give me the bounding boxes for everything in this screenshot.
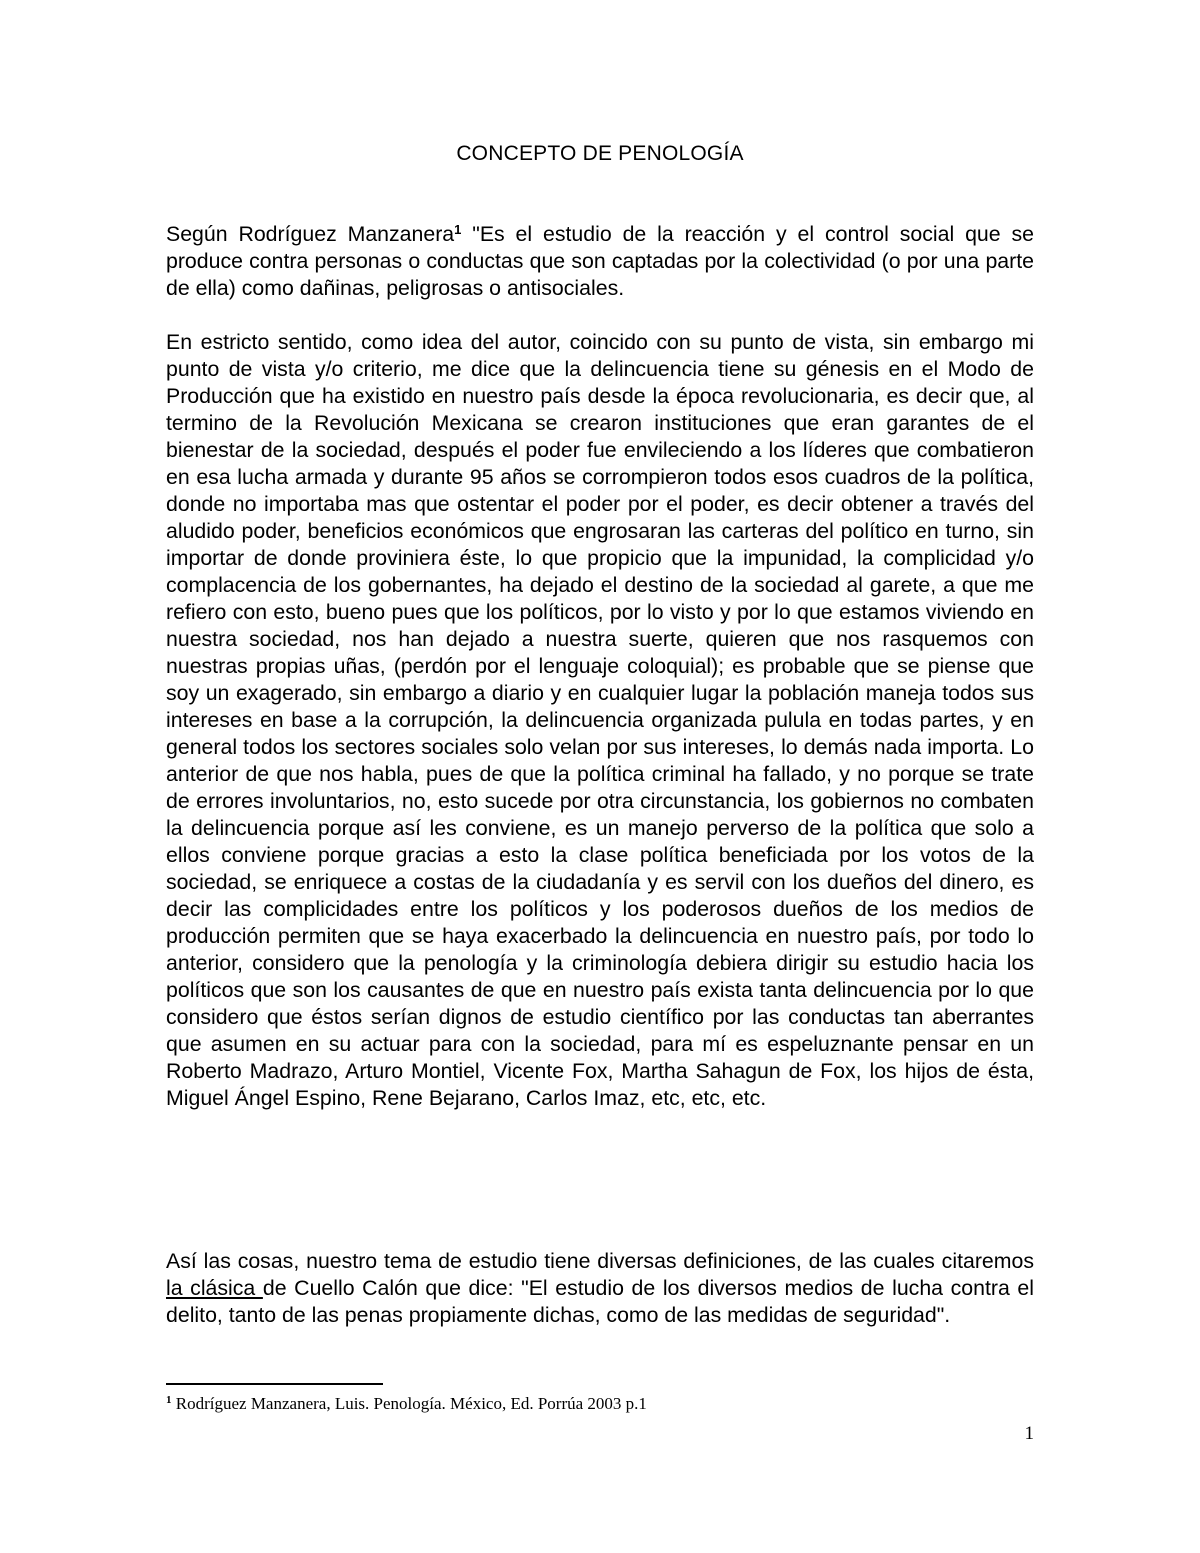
footnote: [166, 1392, 1034, 1416]
paragraph-text: Según Rodríguez Manzanera: [166, 222, 455, 246]
paragraph-definition: [166, 221, 1034, 302]
page-number: 1: [1024, 1423, 1034, 1444]
paragraph-classic-definition: [166, 1248, 1034, 1329]
underlined-text: la clásica: [166, 1276, 263, 1300]
footnote-text: Rodríguez Manzanera, Luis. Penología. México, Ed. Porrúa 2003 p.1: [171, 1394, 647, 1413]
paragraph-text: Así las cosas, nuestro tema de estudio tiene diversas definiciones, de las cuales citaremos: [166, 1249, 1034, 1273]
footnote-separator: [166, 1383, 383, 1385]
paragraph-text: de Cuello Calón que dice: "El estudio de los diversos medios de lucha contra el delito, tanto de las penas propiamente dichas, como de las medidas de seguridad".: [166, 1276, 1034, 1327]
paragraph-opinion: En estricto sentido, como idea del autor, coincido con su punto de vista, sin embargo mi punto de vista y/o criterio, me dice que la delincuencia tiene su génesis en el Modo de Producción que ha existido en nuestro país desde la época revolucionaria, es decir que, al termino de la Revolución Mexicana se crearon instituciones que eran garantes de el bienestar de la sociedad, después el poder fue envileciendo a los líderes que combatieron en esa lucha armada y durante 95 años se corrompieron todos esos cuadros de la política, donde no importaba mas que ostentar el poder por el poder, es decir obtener a través del aludido poder, beneficios económicos que engrosaran las carteras del político en turno, sin importar de donde proviniera éste, lo que propicio que la impunidad, la complicidad y/o complacencia de los gobernantes, ha dejado el destino de la sociedad al garete, a que me refiero con esto, bueno pues que los políticos, por lo visto y por lo que estamos viviendo en nuestra sociedad, nos han dejado a nuestra suerte, quieren que nos rasquemos con nuestras propias uñas, (perdón por el lenguaje coloquial); es probable que se piense que soy un exagerado, sin embargo a diario y en cualquier lugar la población maneja todos sus intereses en base a la corrupción, la delincuencia organizada pulula en todas partes, y en general todos los sectores sociales solo velan por sus intereses, lo demás nada importa. Lo anterior de que nos habla, pues de que la política criminal ha fallado, y no porque se trate de errores involuntarios, no, esto sucede por otra circunstancia, los gobiernos no combaten la delincuencia porque así les conviene, es un manejo perverso de la política que solo a ellos conviene porque gracias a esto la clase política beneficiada por los votos de la sociedad, se enriquece a costas de la ciudadanía y es servil con los dueños del dinero, es decir las complicidades entre los políticos y los poderosos dueños de los medios de producción permiten que se haya exacerbado la delincuencia en nuestro país, por todo lo anterior, considero que la penología y la criminología debiera dirigir su estudio hacia los políticos que son los causantes de que en nuestro país exista tanta delincuencia por lo que considero que éstos serían dignos de estudio científico por las conductas tan aberrantes que asumen en su actuar para con la sociedad, para mí es espeluznante pensar en un Roberto Madrazo, Arturo Montiel, Vicente Fox, Martha Sahagun de Fox, los hijos de ésta, Miguel Ángel Espino, Rene Bejarano, Carlos Imaz, etc, etc, etc.: [166, 330, 1034, 1110]
paragraph-text: "Es el estudio de la reacción y el control social que se produce contra personas o conductas que son captadas por la colectividad (o por una parte de ella) como dañinas, peligrosas o antisociales.: [166, 222, 1034, 300]
footnote-marker: 1: [166, 1394, 172, 1406]
page-title: CONCEPTO DE PENOLOGÍA: [456, 142, 744, 165]
footnote-reference: 1: [454, 222, 462, 237]
